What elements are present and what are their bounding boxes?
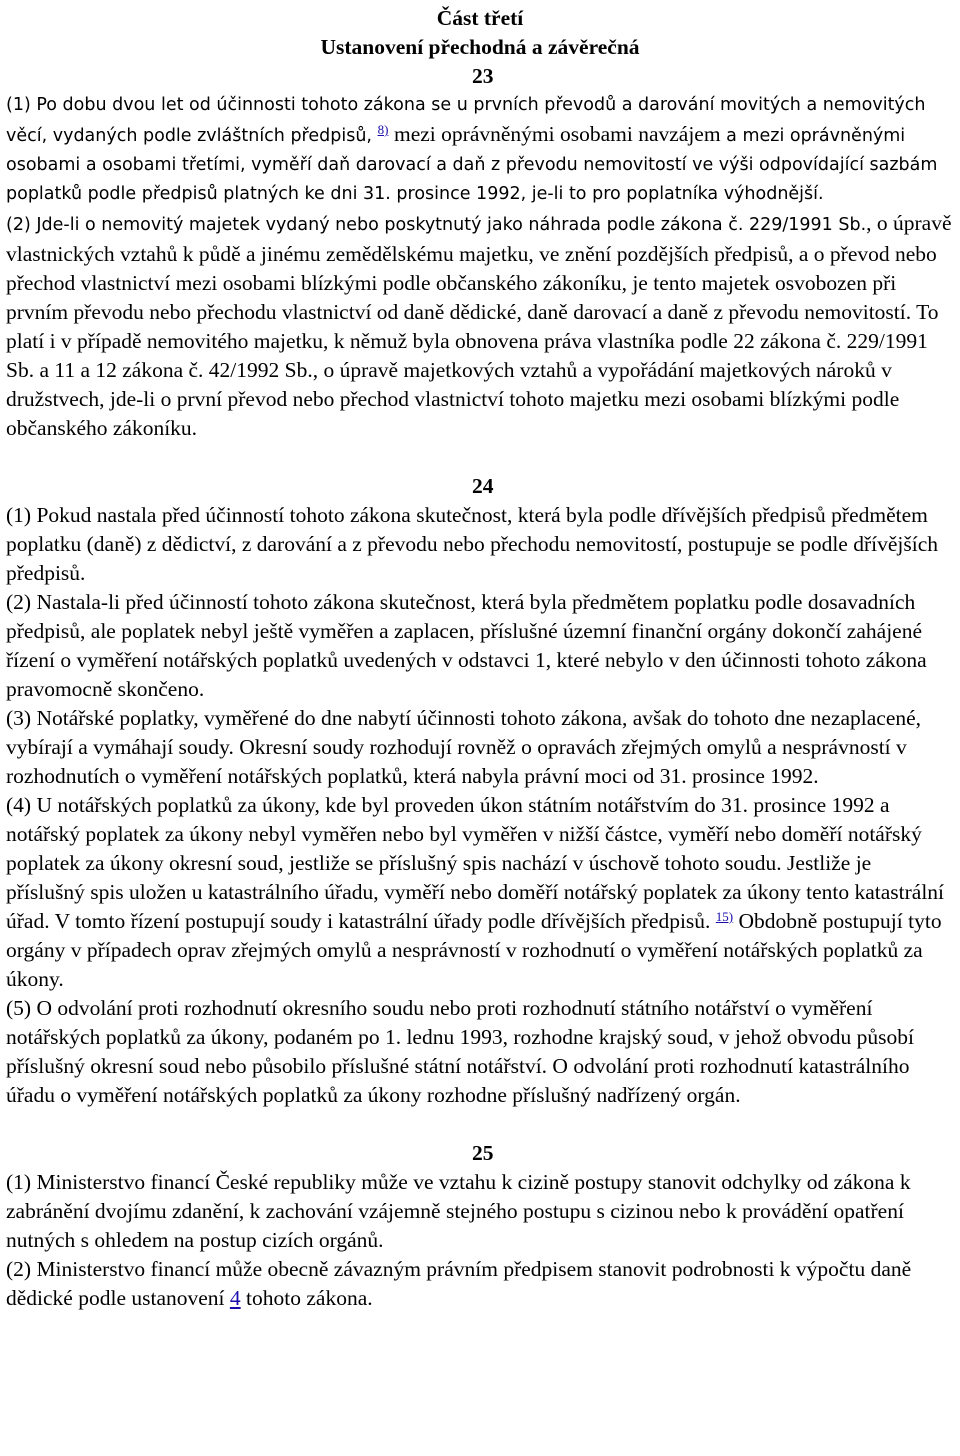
s24-p4-text-b: Obdobně postupují tyto orgány v případech oprav zřejmých omylů a nesprávností v rozhodnutí o vyměření notářských poplatků za úkony. — [6, 909, 942, 991]
s23-p2-text-a: (2) Jde-li o nemovitý majetek vydaný nebo poskytnutý jako náhrada podle zákona č. 229/1991 Sb. — [6, 215, 867, 235]
spacer — [6, 443, 954, 472]
s25-p2-text-b: tohoto zákona. — [246, 1286, 373, 1310]
section-25-paragraph-2 — [6, 1255, 954, 1313]
section-24-number: 24 — [471, 474, 494, 498]
footnote-ref-15[interactable]: 15) — [715, 908, 734, 924]
s23-p1-text-c: a mezi oprávněnými osobami a osobami třetími, vyměří daň darovací a daň z převodu nemovitostí ve výši odpovídající sazbám poplatků podle předpisů platných ke dni 31. prosince 1992, je-li to pro poplatníka výhodnější. — [6, 126, 938, 204]
section-24-heading — [6, 472, 954, 501]
s23-p2-text-b: , o úpravě vlastnických vztahů k půdě a jinému zemědělskému majetku, ve znění pozdějších předpisů, a o převod nebo přechod vlastnictví mezi osobami blízkými podle občanského zákoníku, je tento majetek osvobozen při prvním převodu nebo přechodu vlastnictví od daně dědické, daně darovací a daně z převodu nemovitostí. To platí i v případě nemovitého majetku, k němuž byla obnovena práva vlastníka podle 22 zákona č. 229/1991 Sb. a 11 a 12 zákona č. 42/1992 Sb., o úpravě majetkových vztahů a vypořádání majetkových nároků v družstvech, jde-li o první převod nebo přechod vlastnictví tohoto majetku mezi osobami blízkými podle občanského zákoníku. — [6, 211, 952, 440]
footnote-ref-8[interactable]: 8) — [377, 121, 389, 137]
section-25-number: 25 — [471, 1141, 494, 1165]
section-23-number: 23 — [471, 64, 494, 88]
section-24-paragraph-4 — [6, 791, 954, 994]
section-24-paragraph-2: (2) Nastala-li před účinností tohoto zákona skutečnost, která byla předmětem poplatku podle dosavadních předpisů, ale poplatek nebyl ještě vyměřen a zaplacen, příslušné územní finanční orgány dokončí zahájené řízení o vyměření notářských poplatků uvedených v odstavci 1, které nebylo v den účinnosti tohoto zákona pravomocně skončeno. — [6, 590, 927, 701]
spacer — [6, 1110, 954, 1139]
section-25-heading — [6, 1139, 954, 1168]
section-4-link[interactable]: 4 — [229, 1286, 241, 1310]
s25-p2-text-a: (2) Ministerstvo financí může obecně závazným právním předpisem stanovit podrobnosti k výpočtu daně dědické podle ustanovení — [6, 1257, 912, 1310]
section-24-paragraph-5: (5) O odvolání proti rozhodnutí okresního soudu nebo proti rozhodnutí státního notářství o vyměření notářských poplatků za úkony, podaném po 1. lednu 1993, rozhodne krajský soud, v jehož obvodu působí příslušný okresní soud nebo působilo příslušné státní notářství. O odvolání proti rozhodnutí katastrálního úřadu o vyměření notářských poplatků za úkony rozhodne příslušný nadřízený orgán. — [6, 996, 915, 1107]
section-23-paragraph-2 — [6, 209, 954, 443]
s23-p1-text-a: (1) Po dobu dvou let od účinnosti tohoto zákona se u prvních převodů a darování movitých a nemovitých věcí, vydaných podle zvláštních předpisů, — [6, 95, 926, 146]
section-23-paragraph-1 — [6, 91, 954, 209]
section-24-paragraph-3: (3) Notářské poplatky, vyměřené do dne nabytí účinnosti tohoto zákona, avšak do tohoto dne nezaplacené, vybírají a vymáhají soudy. Okresní soudy rozhodují rovněž o opravách zřejmých omylů a nesprávností v rozhodnutích o vyměření notářských poplatků, která nabyla právní moci od 31. prosince 1992. — [6, 706, 922, 788]
section-24-paragraph-1: (1) Pokud nastala před účinností tohoto zákona skutečnost, která byla podle dřívějších předpisů předmětem poplatku (daně) z dědictví, z darování a z převodu nebo přechodu nemovitostí, postupuje se podle dřívějších předpisů. — [6, 503, 938, 585]
part-title: Ustanovení přechodná a závěrečná — [320, 35, 640, 59]
section-23-heading — [6, 62, 954, 91]
section-25-paragraph-1: (1) Ministerstvo financí České republiky může ve vztahu k cizině postupy stanovit odchylky od zákona k zabránění dvojímu zdanění, k zachování vzájemně stejného postupu s cizinou nebo k provádění opatření nutných s ohledem na postup cizích orgánů. — [6, 1170, 911, 1252]
document-page — [6, 4, 954, 1313]
s24-p4-text-a: (4) U notářských poplatků za úkony, kde byl proveden úkon státním notářstvím do 31. prosince 1992 a notářský poplatek za úkony nebyl vyměřen nebo byl vyměřen v nižší částce, vyměří nebo doměří notářský poplatek za úkony okresní soud, jestliže se příslušný spis nachází v úschově tohoto soudu. Jestliže je příslušný spis uložen u katastrálního úřadu, vyměří nebo doměří notářský poplatek za úkony tento katastrální úřad. V tomto řízení postupují soudy i katastrální úřady podle dřívějších předpisů. — [6, 793, 945, 933]
s23-p1-text-b: mezi oprávněnými osobami navzájem — [394, 122, 721, 146]
part-heading: Část třetí — [436, 6, 524, 30]
